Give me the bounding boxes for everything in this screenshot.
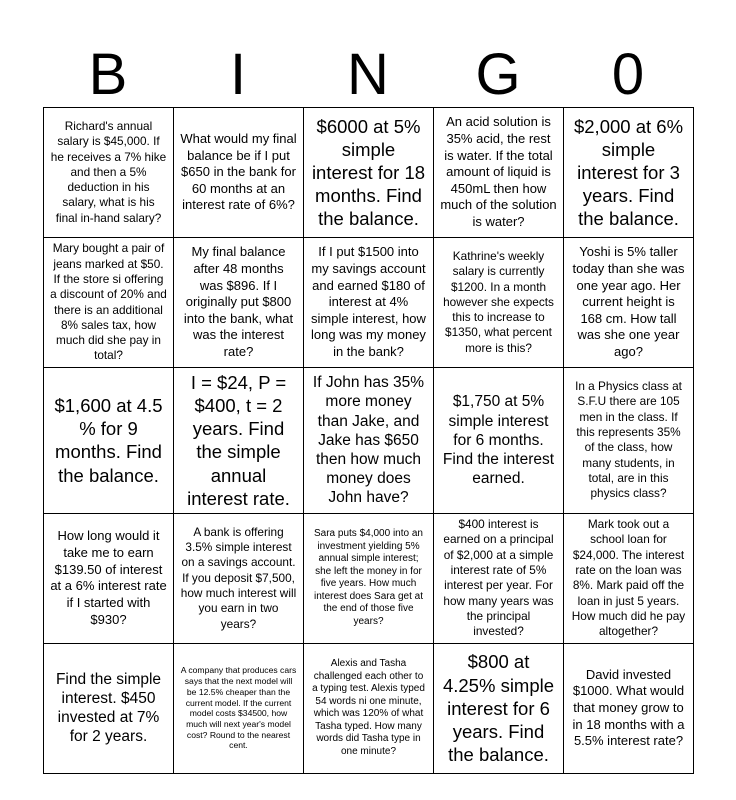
bingo-cell: Mark took out a school loan for $24,000. The interest rate on the loan was 8%. Mark paid off the loan in just 5 years. How much did he pay altogether?	[564, 513, 694, 643]
bingo-cell: $800 at 4.25% simple interest for 6 years. Find the balance.	[434, 643, 564, 773]
bingo-cell: How long would it take me to earn $139.50 of interest at a 6% interest rate if I started with $930?	[44, 513, 174, 643]
bingo-cell: $1,600 at 4.5 % for 9 months. Find the balance.	[44, 368, 174, 514]
bingo-cell: Yoshi is 5% taller today than she was one year ago. Her current height is 168 cm. How tall was she one year ago?	[564, 238, 694, 368]
header-letter-i: I	[229, 42, 247, 107]
bingo-cell: $400 interest is earned on a principal of $2,000 at a simple interest rate of 5% interest per year. For how many years was the principal invested?	[434, 513, 564, 643]
bingo-cell: Kathrine's weekly salary is currently $1200. In a month however she expects this to increase to $1350, what percent more is this?	[434, 238, 564, 368]
bingo-cell: In a Physics class at S.F.U there are 105 men in the class. If this represents 35% of the class, how many students, in total, are in this physics class?	[564, 368, 694, 514]
bingo-grid	[43, 107, 694, 774]
grid-row	[44, 108, 694, 238]
bingo-cell: If John has 35% more money than Jake, and Jake has $650 then how much money does John have?	[304, 368, 434, 514]
bingo-cell: Alexis and Tasha challenged each other to a typing test. Alexis typed 54 words ni one minute, which was 120% of what Tasha typed. How many words did Tasha type in one minute?	[304, 643, 434, 773]
header-letter-b: B	[88, 42, 128, 107]
bingo-cell: Find the simple interest. $450 invested at 7% for 2 years.	[44, 643, 174, 773]
bingo-cell: An acid solution is 35% acid, the rest is water. If the total amount of liquid is 450mL then how much of the solution is water?	[434, 108, 564, 238]
bingo-cell: If I put $1500 into my savings account and earned $180 of interest at 4% simple interest, how long was my money in the bank?	[304, 238, 434, 368]
bingo-cell: What would my final balance be if I put $650 in the bank for 60 months at an interest rate of 6%?	[174, 108, 304, 238]
bingo-cell: A bank is offering 3.5% simple interest on a savings account. If you deposit $7,500, how much interest will you earn in two years?	[174, 513, 304, 643]
header-letter-n: N	[347, 42, 389, 107]
bingo-cell: Mary bought a pair of jeans marked at $50. If the store si offering a discount of 20% and there is an additional 8% sales tax, how much did she pay in total?	[44, 238, 174, 368]
bingo-cell: Richard's annual salary is $45,000. If he receives a 7% hike and then a 5% deduction in his salary, what is his final in-hand salary?	[44, 108, 174, 238]
bingo-cell: $1,750 at 5% simple interest for 6 months. Find the interest earned.	[434, 368, 564, 514]
header-letter-g: G	[475, 42, 521, 107]
bingo-cell: I = $24, P = $400, t = 2 years. Find the simple annual interest rate.	[174, 368, 304, 514]
grid-row	[44, 643, 694, 773]
bingo-header	[43, 42, 693, 108]
bingo-cell: $2,000 at 6% simple interest for 3 years. Find the balance.	[564, 108, 694, 238]
grid-row	[44, 238, 694, 368]
bingo-cell: Sara puts $4,000 into an investment yielding 5% annual simple interest; she left the money in for five years. How much interest does Sara get at the end of those five years?	[304, 513, 434, 643]
bingo-cell: My final balance after 48 months was $896. If I originally put $800 into the bank, what was the interest rate?	[174, 238, 304, 368]
bingo-cell: David invested $1000. What would that money grow to in 18 months with a 5.5% interest rate?	[564, 643, 694, 773]
bingo-cell: A company that produces cars says that the next model will be 12.5% cheaper than the current model. If the current model costs $34500, how much will next year's model cost? Round to the nearest cent.	[174, 643, 304, 773]
grid-row	[44, 368, 694, 514]
bingo-cell: $6000 at 5% simple interest for 18 months. Find the balance.	[304, 108, 434, 238]
header-letter-o: 0	[611, 42, 645, 107]
grid-row	[44, 513, 694, 643]
